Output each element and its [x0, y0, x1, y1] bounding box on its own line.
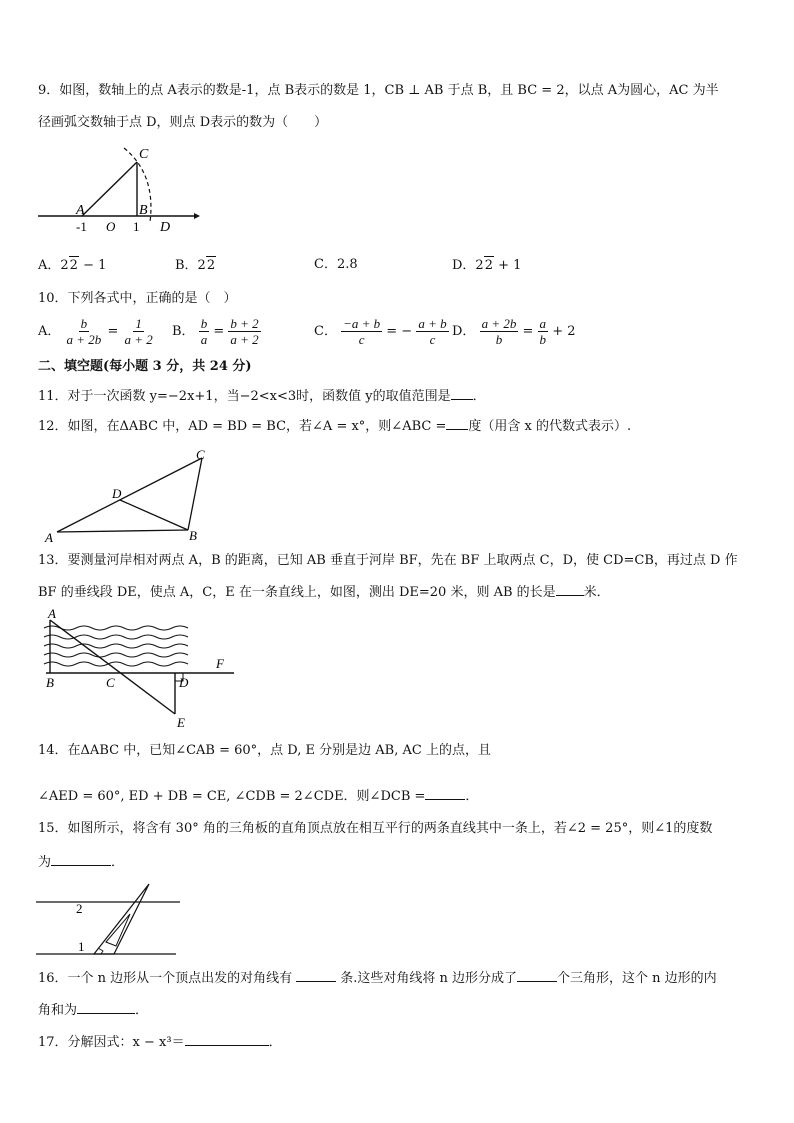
q15-line2	[38, 852, 124, 872]
q10-d-tail: + 2	[552, 324, 576, 339]
q10-c-frac1: $\frac{-a + b}{c}$	[343, 316, 381, 347]
q9-option-a[interactable]: A．22 − 1	[38, 258, 107, 273]
q9-label-minus1: -1	[76, 219, 87, 234]
q13-line2	[38, 582, 610, 602]
section-2-heading: 二、填空题(每小题 3 分，共 24 分)	[38, 359, 252, 374]
q17-line	[38, 1032, 282, 1052]
q12-triangle-figure	[40, 446, 220, 544]
q10-option-b[interactable]	[172, 316, 261, 347]
q10-a-frac2: $\frac{1}{a + 2}$	[124, 316, 153, 347]
q12-text-pre: 12．如图，在ΔABC 中，AD = BD = BC，若∠A = x°，则∠ABC =	[38, 419, 447, 434]
q17-answer-blank[interactable]	[185, 1032, 269, 1046]
q15-label-2: 2	[76, 901, 83, 916]
q15-text-post: ．	[111, 855, 125, 870]
q10-d-frac2: $\frac{a}{b}$	[539, 316, 547, 347]
q10-c-eq: = −	[386, 324, 413, 339]
q10-a-prefix: A．	[38, 324, 61, 339]
q10-d-prefix: D．	[452, 324, 476, 339]
q10-d-frac1: $\frac{a + 2b}{b}$	[481, 316, 517, 347]
q12-label-A: A	[45, 530, 53, 544]
q17-text-post: ．	[268, 1035, 282, 1050]
q10-a-frac1: $\frac{b}{a + 2b}$	[66, 316, 102, 347]
q16-line2	[38, 1000, 148, 1020]
q15-label-1: 1	[78, 939, 85, 954]
q10-stem: 10．下列各式中，正确的是（ ）	[38, 291, 237, 306]
q17-text-pre: 17．分解因式：x − x³＝	[38, 1035, 185, 1050]
q12-label-D: D	[112, 486, 122, 501]
q15-triangle-ruler-figure	[36, 878, 186, 958]
q12-label-B: B	[189, 528, 197, 543]
q16-answer-blank-3[interactable]	[77, 1000, 135, 1014]
q16-answer-blank-2[interactable]	[517, 968, 557, 982]
q13-answer-blank[interactable]	[556, 582, 584, 596]
q12-label-C: C	[196, 447, 205, 462]
q11-text: 11．对于一次函数 y=−2x+1，当−2<x<3时，函数值 y的取值范围是	[38, 389, 451, 404]
q16-answer-blank-1[interactable]	[296, 968, 336, 982]
q10-option-a[interactable]	[38, 316, 155, 347]
q15-answer-blank[interactable]	[51, 852, 111, 866]
q16-text-c: 个三角形，这个 n 边形的内	[556, 971, 717, 986]
q10-b-frac1: $\frac{b}{a}$	[200, 316, 208, 347]
q9-label-C: C	[139, 147, 149, 162]
q16-text-d: 角和为	[38, 1003, 78, 1018]
q16-text-a: 16．一个 n 边形从一个顶点出发的对角线有	[38, 971, 293, 986]
q12-answer-blank[interactable]	[446, 416, 468, 430]
q14-text-pre: ∠AED = 60°, ED + DB = CE, ∠CDB = 2∠CDE．则∠DCB =	[38, 789, 426, 804]
q14-answer-blank[interactable]	[425, 786, 465, 800]
q13-label-A: A	[48, 606, 56, 621]
q14-text-post: ．	[465, 789, 479, 804]
q9-label-D: D	[160, 220, 171, 235]
q9-label-O: O	[106, 219, 116, 234]
q13-label-F: F	[216, 656, 224, 671]
q10-b-frac2: $\frac{b + 2}{a + 2}$	[230, 316, 259, 347]
q13-text-post: 米．	[583, 585, 610, 600]
q13-label-C: C	[106, 675, 115, 690]
q15-line1: 15．如图所示，将含有 30° 角的三角板的直角顶点放在相互平行的两条直线其中一条上，若∠2 = 25°，则∠1的度数	[38, 821, 713, 836]
q9-line1: 9．如图，数轴上的点 A表示的数是-1，点 B表示的数是 1，CB ⊥ AB 于点 B，且 BC = 2，以点 A为圆心，AC 为半	[38, 83, 719, 98]
q9-label-A: A	[76, 203, 85, 218]
q13-text-pre: BF 的垂线段 DE，使点 A，C，E 在一条直线上，如图，测出 DE=20 米，则 AB 的长是	[38, 585, 556, 600]
q11-answer-blank[interactable]	[451, 386, 473, 400]
q13-river-figure	[36, 606, 241, 730]
q10-a-eq: =	[107, 324, 119, 339]
q16-line1	[38, 968, 717, 988]
q10-c-frac2: $\frac{a + b}{c}$	[418, 316, 447, 347]
q10-d-eq: =	[522, 324, 534, 339]
q9-line2: 径画弧交数轴于点 D，则点 D表示的数为（ ）	[38, 115, 328, 130]
q13-label-B: B	[46, 675, 54, 690]
q9-label-B: B	[139, 203, 148, 218]
q15-text-pre: 为	[38, 855, 52, 870]
q11-line	[38, 386, 486, 406]
q10-b-prefix: B．	[172, 324, 195, 339]
q9-number-line-figure	[36, 144, 206, 236]
q10-option-d[interactable]	[452, 316, 575, 347]
q9-option-d[interactable]: D．22 + 1	[452, 258, 522, 273]
q10-c-prefix: C．	[314, 324, 337, 339]
q9-option-c[interactable]: C．2.8	[314, 257, 358, 272]
q16-text-b: 条.这些对角线将 n 边形分成了	[340, 971, 517, 986]
q14-line2	[38, 786, 478, 806]
q13-label-E: E	[177, 715, 185, 730]
q10-b-eq: =	[213, 324, 225, 339]
q13-line1: 13．要测量河岸相对两点 A，B 的距离，已知 AB 垂直于河岸 BF，先在 BF 上取两点 C，D，使 CD=CB，再过点 D 作	[38, 553, 738, 568]
q14-line1: 14．在ΔABC 中，已知∠CAB = 60°，点 D, E 分别是边 AB, AC 上的点，且	[38, 743, 491, 758]
q10-option-c[interactable]	[314, 316, 449, 347]
q12-text-post: 度（用含 x 的代数式表示）.	[468, 419, 632, 434]
q11-end: ．	[472, 389, 486, 404]
q9-option-b[interactable]: B．22	[175, 258, 216, 273]
q13-label-D: D	[179, 675, 189, 690]
q9-label-1: 1	[133, 219, 140, 234]
q16-text-e: ．	[135, 1003, 149, 1018]
q12-line	[38, 416, 631, 436]
